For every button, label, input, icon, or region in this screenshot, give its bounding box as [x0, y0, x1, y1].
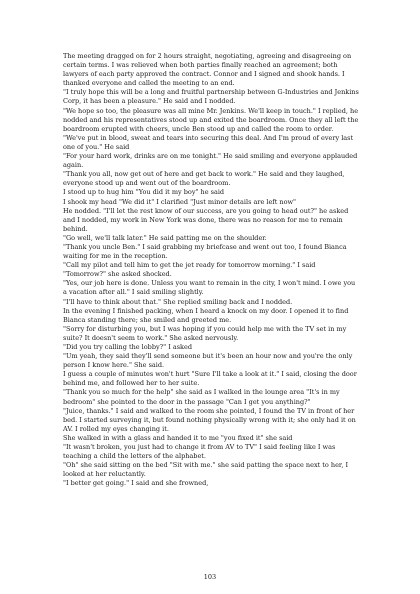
paragraph: "Thank you uncle Ben." I said grabbing my briefcase and went out too, I found Bianca waiting for me in the reception.	[63, 242, 347, 261]
paragraph: "Juice, thanks." I said and walked to the room she pointed, I found the TV in front of her bed. I started surveying it, but found nothing physically wrong with it; she only had it on AV. I rolled my eyes changing it.	[63, 406, 356, 433]
paragraph: "I truly hope this will be a long and fruitful partnership between G-Industries and Jenkins Corp, it has been a pleasure." He said and I nodded.	[63, 88, 359, 106]
page-body	[63, 52, 360, 489]
paragraph: I shook my head "We did it" I clarified "Just minor details are left now"	[63, 197, 297, 206]
paragraph: "Thank you all, now get out of here and get back to work." He said and they laughed, everyone stood up and went out of the boardroom.	[63, 170, 345, 188]
paragraph: "I'll have to think about that." She replied smiling back and I nodded.	[63, 297, 293, 306]
page-number: 103	[203, 573, 217, 581]
paragraph: She walked in with a glass and handed it to me "you fixed it" she said	[63, 433, 293, 442]
paragraph: "For your hard work, drinks are on me tonight." He said smiling and everyone applauded again.	[63, 152, 358, 170]
paragraph: In the evening I finished packing, when I heard a knock on my door. I opened it to find Bianca standing there; she smiled and greeted me.	[63, 306, 349, 324]
paragraph: I guess a couple of minutes won't hurt "Sure I'll take a look at it." I said, closing the door behind me, and followed her to her suite.	[63, 370, 357, 388]
paragraph: "Thank you so much for the help" she said as I walked in the lounge area "It's in my bedroom" she pointed to the door in the passage "Can I get you anything?"	[63, 388, 340, 406]
paragraph: "Um yeah, they said they'll send someone but it's been an hour now and you're the only person I know here." She said.	[63, 352, 353, 370]
paragraph: "Sorry for disturbing you, but I was hoping if you could help me with the TV set in my suite? It doesn't seem to work." She asked nervously.	[63, 324, 347, 342]
paragraph: "It wasn't broken, you just had to change it from AV to TV" I said feeling like I was teaching a child the letters of the alphabet.	[63, 443, 336, 461]
paragraph: He nodded. "I'll let the rest know of our success, are you going to head out?" he asked and I nodded, my work in New York was done, there was no reason for me to remain behind.	[63, 206, 349, 233]
paragraph: "Call my pilot and tell him to get the jet ready for tomorrow morning." I said	[63, 261, 316, 270]
paragraph: "I better get going." I said and she frowned,	[63, 479, 209, 488]
paragraph: "Oh" she said sitting on the bed "Sit with me." she said patting the space next to her, I looked at her reluctantly.	[63, 461, 349, 479]
paragraph: "Yes, our job here is done. Unless you want to remain in the city, I won't mind. I owe you a vacation after all." I said smiling slightly.	[63, 279, 356, 297]
paragraph: "We've put in blood, sweat and tears into securing this deal. And I'm proud of every last one of you." He said	[63, 133, 354, 151]
paragraph: "Did you try calling the lobby?" I asked	[63, 343, 192, 351]
paragraph: "Go well, we'll talk later." He said patting me on the shoulder.	[63, 233, 267, 242]
paragraph: I stood up to hug him "You did it my boy" he said	[63, 188, 225, 197]
paragraph: "Tomorrow?" she asked shocked.	[63, 270, 172, 279]
paragraph: The meeting dragged on for 2 hours straight, negotiating, agreeing and disagreeing on certain terms. I was relieved when both parties finally reached an agreement; both lawyers of each party approved the contract. Connor and I signed and shook hands. I thanked everyone and called the meeting to an end.	[63, 52, 352, 88]
paragraph: "We hope so too, the pleasure was all mine Mr. Jenkins. We'll keep in touch." I replied, he nodded and his representatives stood up and exited the boardroom. Once they all left the boardroom erupted with cheers, uncle Ben stood up and called the room to order.	[63, 106, 359, 133]
